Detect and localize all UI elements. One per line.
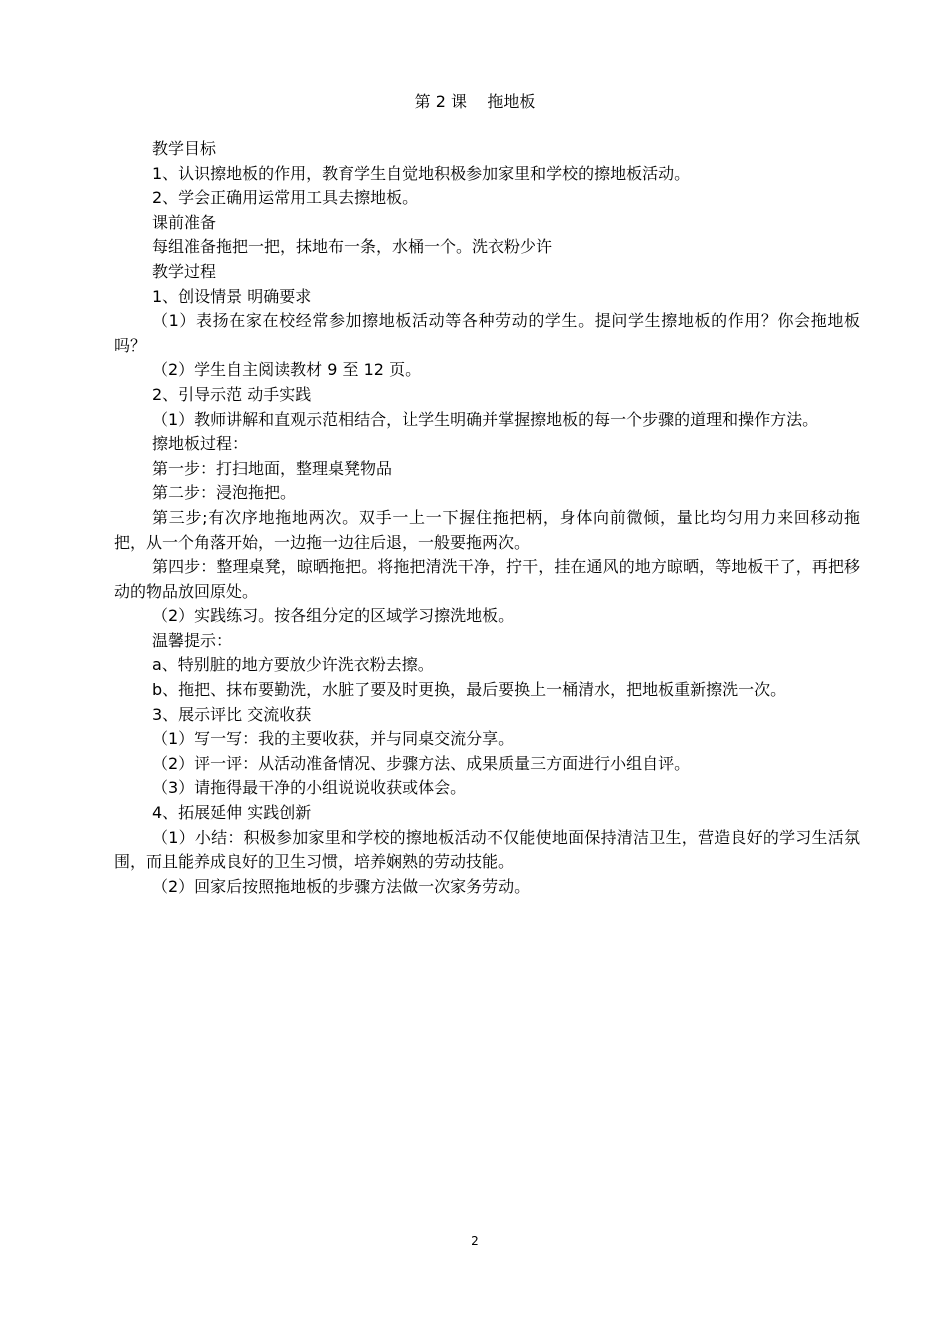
tips-heading: 温馨提示：: [152, 630, 233, 650]
section-heading-process: 教学过程: [152, 261, 217, 281]
objective-item: 1、认识擦地板的作用，教育学生自觉地积极参加家里和学校的擦地板活动。: [152, 163, 691, 183]
body-paragraph: （2）学生自主阅读教材 9 至 12 页。: [152, 360, 422, 380]
lesson-title: 第 2 课 拖地板: [414, 92, 536, 111]
tip-item: a、特别脏的地方要放少许洗衣粉去擦。: [152, 655, 434, 675]
step-heading: 1、创设情景 明确要求: [152, 286, 312, 306]
body-paragraph: （1）教师讲解和直观示范相结合，让学生明确并掌握擦地板的每一个步骤的道理和操作方法。: [152, 409, 819, 429]
step-heading: 2、引导示范 动手实践: [152, 384, 312, 404]
body-paragraph: （2）回家后按照拖地板的步骤方法做一次家务劳动。: [152, 876, 531, 896]
body-paragraph: （1）小结：积极参加家里和学校的擦地板活动不仅能使地面保持清洁卫生，营造良好的学习生活氛围，而且能养成良好的卫生习惯，培养娴熟的劳动技能。: [114, 827, 860, 872]
body-paragraph: （2）实践练习。按各组分定的区域学习擦洗地板。: [152, 606, 515, 626]
tip-item: b、拖把、抹布要勤洗，水脏了要及时更换，最后要换上一桶清水，把地板重新擦洗一次。: [152, 680, 787, 700]
body-paragraph: （3）请拖得最干净的小组说说收获或体会。: [152, 778, 467, 798]
body-paragraph: 第四步：整理桌凳，晾晒拖把。将拖把清洗干净，拧干，挂在通风的地方晾晒，等地板干了，再把移动的物品放回原处。: [114, 557, 860, 601]
body-paragraph: 擦地板过程：: [152, 434, 249, 454]
body-paragraph: （1）表扬在家在校经常参加擦地板活动等各种劳动的学生。提问学生擦地板的作用？你会拖地板吗？: [114, 311, 860, 355]
preparation-text: 每组准备拖把一把，抹地布一条，水桶一个。洗衣粉少许: [152, 237, 553, 257]
body-paragraph: （2）评一评：从活动准备情况、步骤方法、成果质量三方面进行小组自评。: [152, 753, 691, 773]
objective-item: 2、学会正确用运常用工具去擦地板。: [152, 188, 419, 208]
lesson-body: [114, 137, 860, 899]
section-heading-preparation: 课前准备: [152, 212, 217, 232]
body-paragraph: 第二步：浸泡拖把。: [152, 483, 297, 503]
section-heading-objectives: 教学目标: [152, 139, 217, 158]
page-number: 2: [471, 1234, 479, 1248]
body-paragraph: 第一步：打扫地面，整理桌凳物品: [152, 458, 393, 478]
body-paragraph: 第三步;有次序地拖地两次。双手一上一下握住拖把柄，身体向前微倾，量比均匀用力来回移动拖把，从一个角落开始，一边拖一边往后退，一般要拖两次。: [114, 507, 860, 552]
step-heading: 4、拓展延伸 实践创新: [152, 803, 312, 823]
step-heading: 3、展示评比 交流收获: [152, 704, 312, 724]
body-paragraph: （1）写一写：我的主要收获，并与同桌交流分享。: [152, 729, 515, 749]
